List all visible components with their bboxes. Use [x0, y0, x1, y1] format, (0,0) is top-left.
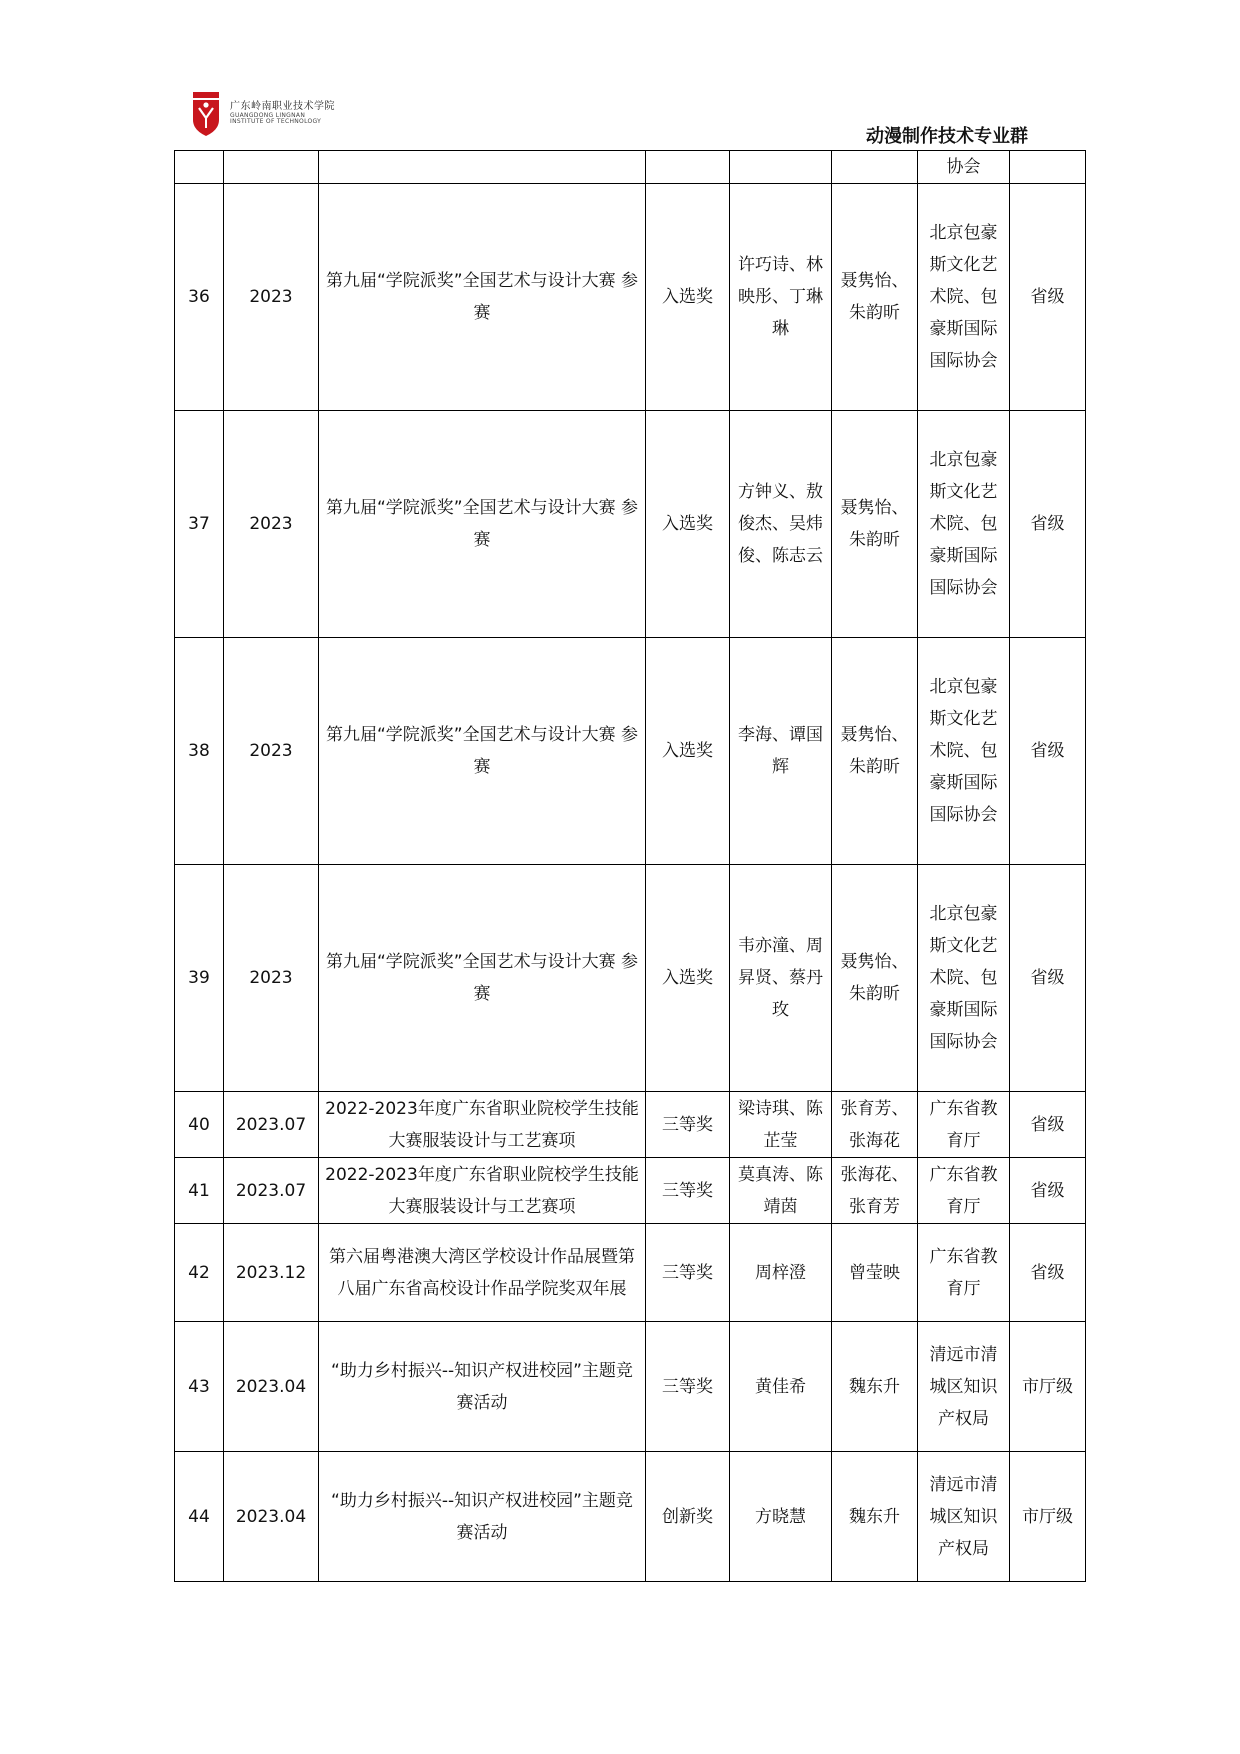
- cell-level: 省级: [1010, 865, 1086, 1092]
- cell-name: 第六届粤港澳大湾区学校设计作品展暨第八届广东省高校设计作品学院奖双年展: [319, 1224, 646, 1322]
- cell-award: 三等奖: [646, 1158, 730, 1224]
- cell-date: 2023: [224, 638, 319, 865]
- cell-no: 44: [175, 1452, 224, 1582]
- page-header-title: 动漫制作技术专业群: [866, 126, 1028, 147]
- cell-students: 方晓慧: [730, 1452, 832, 1582]
- cell-award: 创新奖: [646, 1452, 730, 1582]
- logo-chinese-name: 广东岭南职业技术学院: [230, 101, 335, 113]
- cell-teachers: [832, 151, 918, 184]
- cell-level: 省级: [1010, 1092, 1086, 1158]
- cell-date: 2023.04: [224, 1452, 319, 1582]
- cell-award: 入选奖: [646, 638, 730, 865]
- cell-org: 广东省教育厅: [918, 1092, 1010, 1158]
- cell-date: [224, 151, 319, 184]
- cell-no: 37: [175, 411, 224, 638]
- logo-english-line-2: INSTITUTE OF TECHNOLOGY: [230, 118, 322, 126]
- cell-no: 41: [175, 1158, 224, 1224]
- cell-org: 广东省教育厅: [918, 1158, 1010, 1224]
- cell-name: “助力乡村振兴--知识产权进校园”主题竞赛活动: [319, 1322, 646, 1452]
- cell-no: 38: [175, 638, 224, 865]
- cell-students: 周梓澄: [730, 1224, 832, 1322]
- school-emblem-icon: [190, 92, 222, 136]
- cell-org: 清远市清城区知识产权局: [918, 1322, 1010, 1452]
- cell-level: 市厅级: [1010, 1322, 1086, 1452]
- cell-date: 2023.07: [224, 1158, 319, 1224]
- cell-teachers: 魏东升: [832, 1322, 918, 1452]
- cell-name: “助力乡村振兴--知识产权进校园”主题竞赛活动: [319, 1452, 646, 1582]
- cell-name: 第九届“学院派奖”全国艺术与设计大赛 参赛: [319, 865, 646, 1092]
- cell-name: 2022-2023年度广东省职业院校学生技能大赛服装设计与工艺赛项: [319, 1158, 646, 1224]
- cell-org: 北京包豪斯文化艺术院、包豪斯国际国际协会: [918, 638, 1010, 865]
- table-row: [175, 1452, 1086, 1582]
- cell-teachers: 聂隽怡、朱韵昕: [832, 411, 918, 638]
- cell-name: 第九届“学院派奖”全国艺术与设计大赛 参赛: [319, 638, 646, 865]
- cell-org: 北京包豪斯文化艺术院、包豪斯国际国际协会: [918, 411, 1010, 638]
- cell-name: 第九届“学院派奖”全国艺术与设计大赛 参赛: [319, 184, 646, 411]
- cell-no: 43: [175, 1322, 224, 1452]
- cell-date: 2023: [224, 184, 319, 411]
- cell-award: 入选奖: [646, 184, 730, 411]
- table-row: [175, 638, 1086, 865]
- cell-no: 42: [175, 1224, 224, 1322]
- table-row-continued: [175, 151, 1086, 184]
- cell-teachers: 魏东升: [832, 1452, 918, 1582]
- cell-no: [175, 151, 224, 184]
- cell-level: 省级: [1010, 184, 1086, 411]
- cell-award: 三等奖: [646, 1092, 730, 1158]
- cell-teachers: 曾莹映: [832, 1224, 918, 1322]
- cell-date: 2023.07: [224, 1092, 319, 1158]
- cell-award: [646, 151, 730, 184]
- cell-org: 北京包豪斯文化艺术院、包豪斯国际国际协会: [918, 184, 1010, 411]
- table-row: [175, 1158, 1086, 1224]
- cell-teachers: 张育芳、张海花: [832, 1092, 918, 1158]
- table-row: [175, 1224, 1086, 1322]
- cell-name: 第九届“学院派奖”全国艺术与设计大赛 参赛: [319, 411, 646, 638]
- cell-teachers: 张海花、张育芳: [832, 1158, 918, 1224]
- cell-date: 2023: [224, 411, 319, 638]
- table-row: [175, 865, 1086, 1092]
- cell-teachers: 聂隽怡、朱韵昕: [832, 638, 918, 865]
- table-row: [175, 1092, 1086, 1158]
- cell-org: 广东省教育厅: [918, 1224, 1010, 1322]
- cell-students: 黄佳希: [730, 1322, 832, 1452]
- cell-level: 市厅级: [1010, 1452, 1086, 1582]
- cell-students: 方钟义、敖俊杰、吴炜俊、陈志云: [730, 411, 832, 638]
- cell-students: 梁诗琪、陈芷莹: [730, 1092, 832, 1158]
- cell-students: 李海、谭国辉: [730, 638, 832, 865]
- cell-org: 北京包豪斯文化艺术院、包豪斯国际国际协会: [918, 865, 1010, 1092]
- awards-table: [174, 150, 1086, 1582]
- cell-no: 40: [175, 1092, 224, 1158]
- cell-award: 三等奖: [646, 1322, 730, 1452]
- cell-level: [1010, 151, 1086, 184]
- table-row: [175, 184, 1086, 411]
- table-row: [175, 411, 1086, 638]
- cell-no: 36: [175, 184, 224, 411]
- cell-students: 许巧诗、林映彤、丁琳琳: [730, 184, 832, 411]
- cell-date: 2023: [224, 865, 319, 1092]
- cell-award: 入选奖: [646, 865, 730, 1092]
- cell-date: 2023.04: [224, 1322, 319, 1452]
- cell-award: 三等奖: [646, 1224, 730, 1322]
- cell-name: 2022-2023年度广东省职业院校学生技能大赛服装设计与工艺赛项: [319, 1092, 646, 1158]
- cell-teachers: 聂隽怡、朱韵昕: [832, 184, 918, 411]
- logo-english-line-1: GUANGDONG LINGNAN: [230, 111, 306, 119]
- cell-teachers: 聂隽怡、朱韵昕: [832, 865, 918, 1092]
- cell-level: 省级: [1010, 1158, 1086, 1224]
- cell-date: 2023.12: [224, 1224, 319, 1322]
- school-logo: [190, 92, 335, 136]
- cell-no: 39: [175, 865, 224, 1092]
- table-row: [175, 1322, 1086, 1452]
- cell-students: [730, 151, 832, 184]
- cell-org: 清远市清城区知识产权局: [918, 1452, 1010, 1582]
- cell-level: 省级: [1010, 638, 1086, 865]
- cell-name: [319, 151, 646, 184]
- cell-award: 入选奖: [646, 411, 730, 638]
- cell-level: 省级: [1010, 1224, 1086, 1322]
- cell-students: 莫真涛、陈靖茵: [730, 1158, 832, 1224]
- cell-level: 省级: [1010, 411, 1086, 638]
- cell-students: 韦亦潼、周昇贤、蔡丹玫: [730, 865, 832, 1092]
- cell-org: 协会: [918, 151, 1010, 184]
